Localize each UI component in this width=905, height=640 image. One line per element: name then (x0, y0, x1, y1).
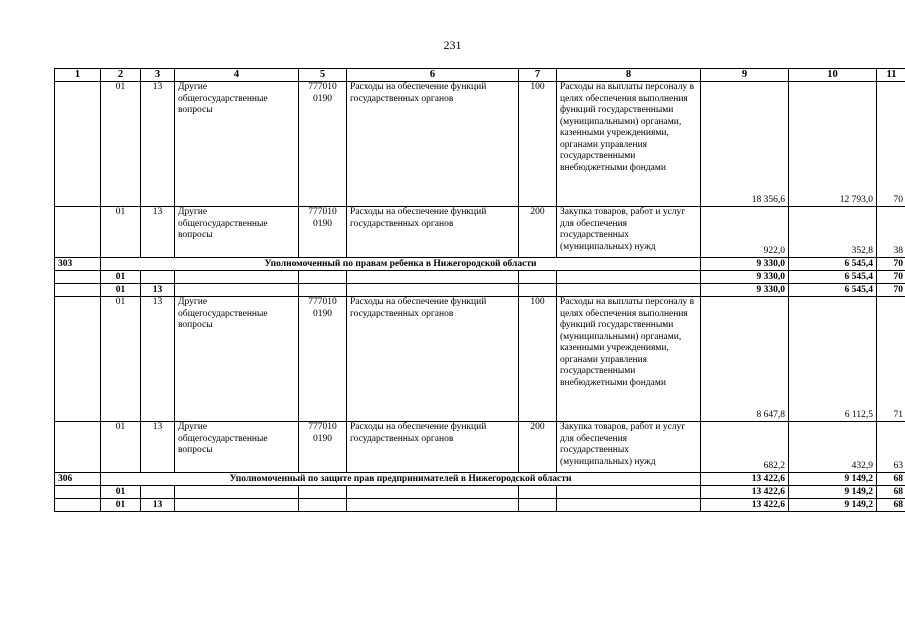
cell-actual: 432,9 (789, 422, 877, 473)
cell-percent: 70 (877, 284, 905, 297)
cell-actual: 6 112,5 (789, 297, 877, 422)
cell-plan: 9 330,0 (701, 258, 789, 271)
section-title-row (55, 473, 905, 486)
cell-target-name: Расходы на обеспечение функций государственных органов (347, 297, 519, 422)
cell-percent: 68 (877, 473, 905, 486)
cell-empty (557, 499, 701, 512)
cell-expense-type: 100 (519, 82, 557, 207)
cell-percent: 68 (877, 499, 905, 512)
cell-expense-name: Закупка товаров, работ и услуг для обеспечения государственных (муниципальных) нужд (557, 422, 701, 473)
cell-subsection: 13 (141, 499, 175, 512)
cell-empty (519, 271, 557, 284)
cell-empty (175, 499, 299, 512)
cell-percent: 70 (877, 271, 905, 284)
cell-empty (347, 486, 519, 499)
subtotal-row (55, 284, 905, 297)
cell-col1 (55, 207, 101, 258)
cell-percent: 63 (877, 422, 905, 473)
cell-empty (519, 499, 557, 512)
header-cell: 9 (701, 69, 789, 82)
header-cell: 4 (175, 69, 299, 82)
header-cell: 11 (877, 69, 905, 82)
cell-percent: 38 (877, 207, 905, 258)
cell-expense-name: Закупка товаров, работ и услуг для обеспечения государственных (муниципальных) нужд (557, 207, 701, 258)
cell-expense-type: 100 (519, 297, 557, 422)
cell-empty (299, 271, 347, 284)
cell-empty (299, 284, 347, 297)
cell-percent: 70 (877, 82, 905, 207)
cell-actual: 6 545,4 (789, 271, 877, 284)
cell-empty (175, 284, 299, 297)
cell-subsection (141, 271, 175, 284)
cell-percent: 70 (877, 258, 905, 271)
cell-expense-name: Расходы на выплаты персоналу в целях обеспечения выполнения функций государственными (муниципальными) органами, казенными учреждениями, органами управления государственными внебюджетными фондами (557, 297, 701, 422)
cell-section: 01 (101, 271, 141, 284)
cell-empty (299, 499, 347, 512)
cell-col1 (55, 82, 101, 207)
header-cell: 1 (55, 69, 101, 82)
cell-plan: 18 356,6 (701, 82, 789, 207)
cell-percent: 71 (877, 297, 905, 422)
cell-empty (519, 486, 557, 499)
cell-name: Другие общегосударственные вопросы (175, 297, 299, 422)
cell-name: Другие общегосударственные вопросы (175, 207, 299, 258)
header-cell: 10 (789, 69, 877, 82)
subtotal-row (55, 271, 905, 284)
cell-plan: 13 422,6 (701, 486, 789, 499)
cell-actual: 352,8 (789, 207, 877, 258)
cell-actual: 9 149,2 (789, 473, 877, 486)
cell-plan: 922,0 (701, 207, 789, 258)
cell-empty (557, 271, 701, 284)
subtotal-row (55, 499, 905, 512)
table-row (55, 207, 905, 258)
section-title-row (55, 258, 905, 271)
cell-subsection: 13 (141, 82, 175, 207)
header-cell: 2 (101, 69, 141, 82)
cell-target-name: Расходы на обеспечение функций государственных органов (347, 207, 519, 258)
cell-percent: 68 (877, 486, 905, 499)
cell-expense-name: Расходы на выплаты персоналу в целях обеспечения выполнения функций государственными (муниципальными) органами, казенными учреждениями, органами управления государственными внебюджетными фондами (557, 82, 701, 207)
cell-actual: 6 545,4 (789, 258, 877, 271)
cell-target-code: 777010 0190 (299, 422, 347, 473)
cell-plan: 682,2 (701, 422, 789, 473)
cell-empty (299, 486, 347, 499)
table-row (55, 297, 905, 422)
cell-actual: 9 149,2 (789, 499, 877, 512)
header-cell: 7 (519, 69, 557, 82)
cell-col1 (55, 271, 101, 284)
cell-code: 306 (55, 473, 101, 486)
cell-target-code: 777010 0190 (299, 82, 347, 207)
table-row (55, 422, 905, 473)
header-cell: 5 (299, 69, 347, 82)
cell-name: Другие общегосударственные вопросы (175, 82, 299, 207)
cell-target-name: Расходы на обеспечение функций государственных органов (347, 82, 519, 207)
subtotal-row (55, 486, 905, 499)
cell-subsection: 13 (141, 297, 175, 422)
header-row (55, 69, 905, 82)
cell-empty (557, 284, 701, 297)
section-title: Уполномоченный по правам ребенка в Нижегородской области (101, 258, 701, 271)
cell-col1 (55, 284, 101, 297)
cell-col1 (55, 297, 101, 422)
cell-subsection (141, 486, 175, 499)
cell-col1 (55, 422, 101, 473)
header-cell: 3 (141, 69, 175, 82)
cell-plan: 13 422,6 (701, 473, 789, 486)
cell-target-name: Расходы на обеспечение функций государственных органов (347, 422, 519, 473)
cell-section: 01 (101, 297, 141, 422)
table-row (55, 82, 905, 207)
cell-section: 01 (101, 422, 141, 473)
header-cell: 8 (557, 69, 701, 82)
cell-expense-type: 200 (519, 207, 557, 258)
cell-actual: 9 149,2 (789, 486, 877, 499)
cell-empty (347, 284, 519, 297)
cell-expense-type: 200 (519, 422, 557, 473)
cell-code: 303 (55, 258, 101, 271)
cell-plan: 9 330,0 (701, 284, 789, 297)
cell-section: 01 (101, 82, 141, 207)
page-number: 231 (443, 38, 462, 52)
cell-plan: 9 330,0 (701, 271, 789, 284)
cell-empty (519, 284, 557, 297)
budget-table (54, 68, 905, 512)
cell-actual: 12 793,0 (789, 82, 877, 207)
cell-empty (557, 486, 701, 499)
cell-actual: 6 545,4 (789, 284, 877, 297)
cell-subsection: 13 (141, 284, 175, 297)
cell-plan: 13 422,6 (701, 499, 789, 512)
cell-subsection: 13 (141, 422, 175, 473)
cell-empty (347, 271, 519, 284)
cell-section: 01 (101, 207, 141, 258)
cell-section: 01 (101, 499, 141, 512)
section-title: Уполномоченный по защите прав предпринимателей в Нижегородской области (101, 473, 701, 486)
cell-empty (175, 486, 299, 499)
cell-empty (347, 499, 519, 512)
cell-col1 (55, 486, 101, 499)
cell-target-code: 777010 0190 (299, 297, 347, 422)
cell-empty (175, 271, 299, 284)
cell-col1 (55, 499, 101, 512)
cell-section: 01 (101, 486, 141, 499)
cell-subsection: 13 (141, 207, 175, 258)
cell-name: Другие общегосударственные вопросы (175, 422, 299, 473)
cell-section: 01 (101, 284, 141, 297)
header-cell: 6 (347, 69, 519, 82)
cell-plan: 8 647,8 (701, 297, 789, 422)
cell-target-code: 777010 0190 (299, 207, 347, 258)
